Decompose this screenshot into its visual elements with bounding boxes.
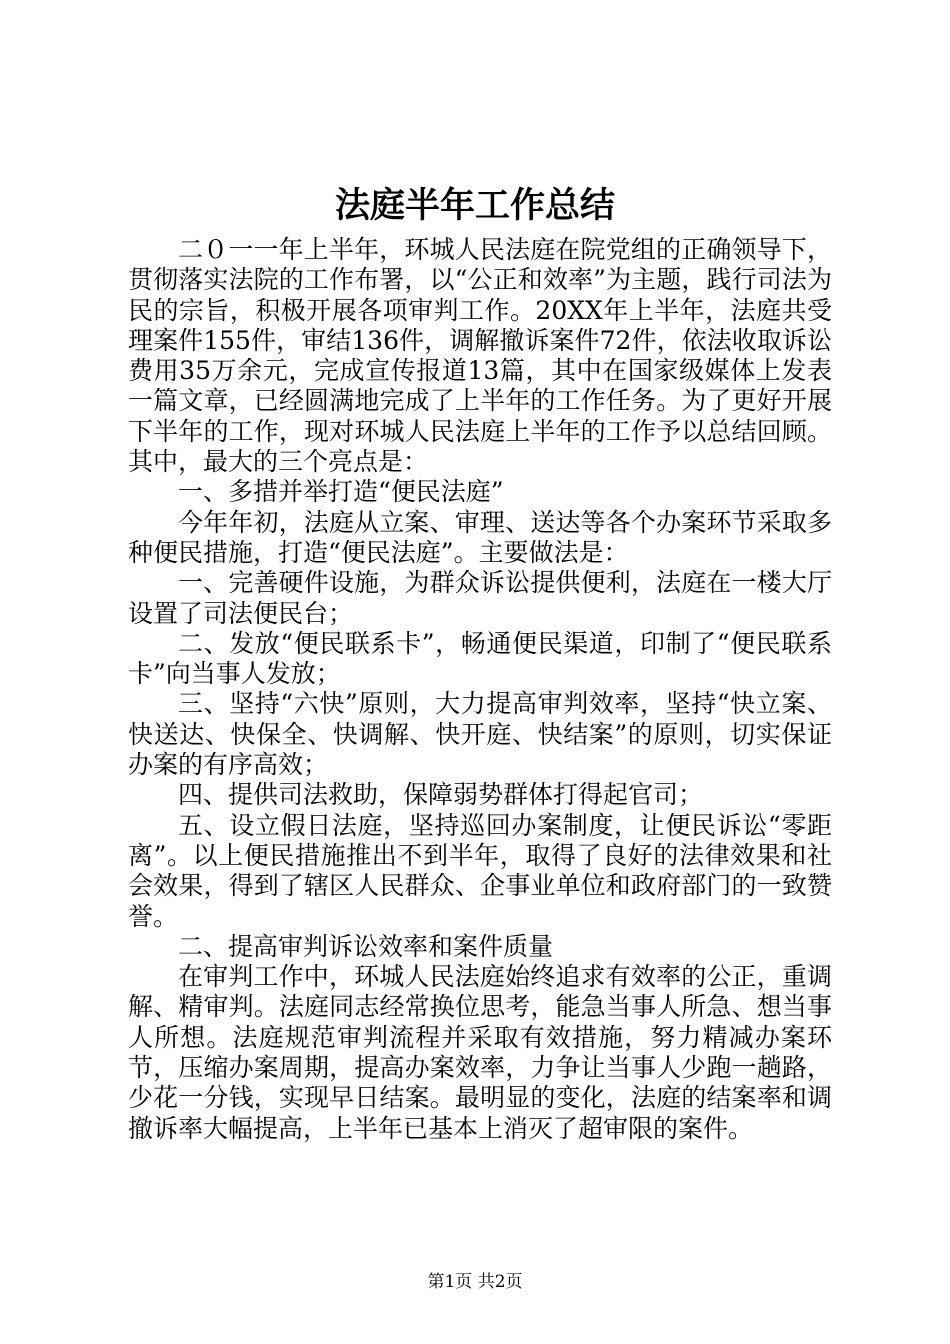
list-item: 一、完善硬件设施，为群众诉讼提供便利，法庭在一楼大厅设置了司法便民台； xyxy=(128,568,832,628)
list-item: 五、设立假日法庭，坚持巡回办案制度，让便民诉讼“零距离”。以上便民措施推出不到半年，取得了良好的法律效果和社会效果，得到了辖区人民群众、企事业单位和政府部门的一致赞誉。 xyxy=(128,810,832,931)
paragraph-intro: 二０一一年上半年，环城人民法庭在院党组的正确领导下，贯彻落实法院的工作布署，以“公正和效率”为主题，践行司法为民的宗旨，积极开展各项审判工作。20XX年上半年，法庭共受理案件155件，审结136件，调解撤诉案件72件，依法收取诉讼费用35万余元，完成宣传报道13篇，其中在国家级媒体上发表一篇文章，已经圆满地完成了上半年的工作任务。为了更好开展下半年的工作，现对环城人民法庭上半年的工作予以总结回顾。其中，最大的三个亮点是： xyxy=(128,235,832,477)
document-title: 法庭半年工作总结 xyxy=(334,185,615,226)
section-heading-1: 一、多措并举打造“便民法庭” xyxy=(178,477,504,507)
document-body xyxy=(128,235,832,1144)
paragraph: 在审判工作中，环城人民法庭始终追求有效率的公正，重调解、精审判。法庭同志经常换位思考，能急当事人所急、想当事人所想。法庭规范审判流程并采取有效措施，努力精减办案环节，压缩办案周期，提高办案效率，力争让当事人少跑一趟路，少花一分钱，实现早日结案。最明显的变化，法庭的结案率和调撤诉率大幅提高，上半年已基本上消灭了超审限的案件。 xyxy=(128,962,832,1143)
list-item: 三、坚持“六快”原则，大力提高审判效率，坚持“快立案、快送达、快保全、快调解、快开庭、快结案”的原则，切实保证办案的有序高效； xyxy=(128,689,832,780)
list-item: 二、发放“便民联系卡”，畅通便民渠道，印制了“便民联系卡”向当事人发放； xyxy=(128,628,832,689)
paragraph: 今年年初，法庭从立案、审理、送达等各个办案环节采取多种便民措施，打造“便民法庭”。主要做法是： xyxy=(128,507,832,567)
page-number-footer: 第1页 共2页 xyxy=(427,1272,523,1292)
list-item: 四、提供司法救助，保障弱势群体打得起官司； xyxy=(178,780,704,810)
section-heading-2: 二、提高审判诉讼效率和案件质量 xyxy=(178,931,554,961)
